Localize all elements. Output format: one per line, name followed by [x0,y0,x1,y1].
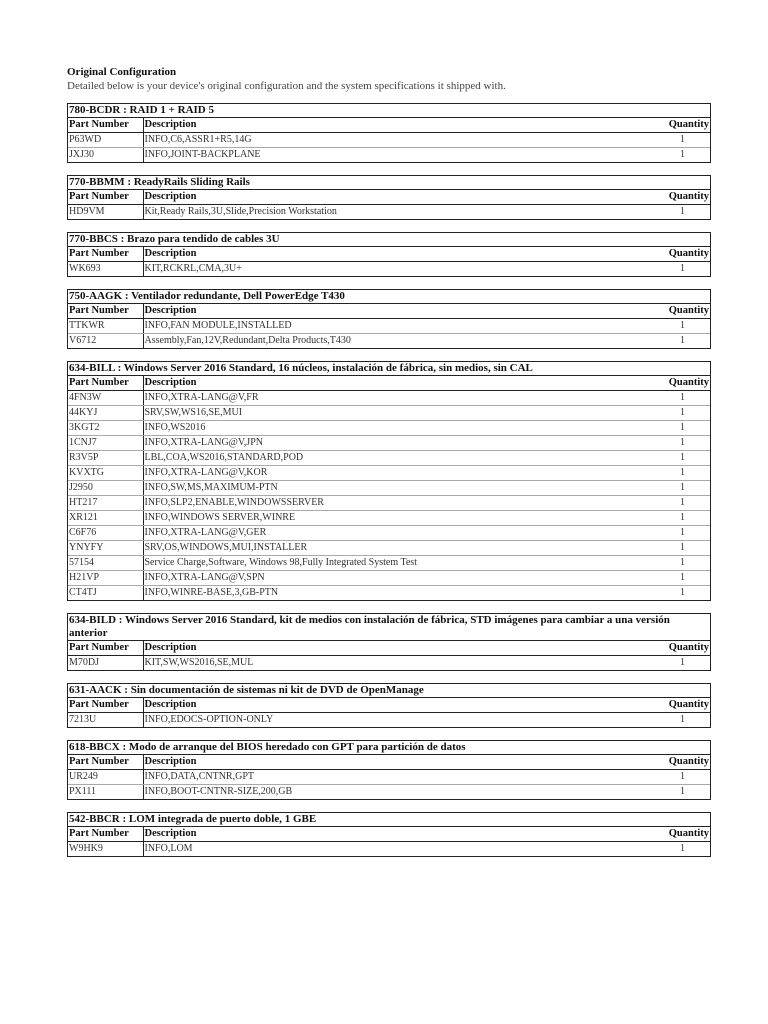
parts-table [68,827,710,856]
table-row [68,451,710,466]
section-heading: 631-AACK : Sin documentación de sistemas ni kit de DVD de OpenManage [68,684,710,698]
quantity-cell: 1 [655,526,710,541]
part-number-header: Part Number [68,827,143,842]
table-row [68,713,710,728]
quantity-cell: 1 [655,466,710,481]
table-row [68,656,710,671]
part-number-cell: 57154 [68,556,143,571]
part-number-header: Part Number [68,755,143,770]
description-cell: LBL,COA,WS2016,STANDARD,POD [143,451,655,466]
description-cell: INFO,XTRA-LANG@V,JPN [143,436,655,451]
table-row [68,319,710,334]
part-number-cell: 4FN3W [68,391,143,406]
quantity-cell: 1 [655,391,710,406]
quantity-header: Quantity [655,755,710,770]
table-header-row [68,827,710,842]
part-number-cell: HT217 [68,496,143,511]
part-number-cell: YNYFY [68,541,143,556]
description-cell: SRV,SW,WS16,SE,MUI [143,406,655,421]
quantity-cell: 1 [680,786,685,797]
description-header: Description [143,641,655,656]
part-number-header: Part Number [68,641,143,656]
part-number-header: Part Number [68,304,143,319]
table-row [68,334,710,349]
parts-table [68,376,710,600]
parts-table [68,118,710,162]
config-section [67,361,711,601]
description-header: Description [143,190,655,205]
part-number-cell: P63WD [68,133,143,148]
part-number-cell: C6F76 [68,526,143,541]
description-cell: INFO,DATA,CNTNR,GPT [143,770,655,785]
table-row [68,770,710,785]
parts-table [68,641,710,670]
table-row [68,842,710,857]
description-cell: KIT,SW,WS2016,SE,MUL [143,656,655,671]
section-heading: 770-BBCS : Brazo para tendido de cables 3U [68,233,710,247]
quantity-cell: 1 [680,149,685,160]
quantity-cell: 1 [655,451,710,466]
quantity-cell: 1 [655,541,710,556]
table-header-row [68,755,710,770]
table-row [68,262,710,277]
table-header-row [68,190,710,205]
description-cell: KIT,RCKRL,CMA,3U+ [143,262,655,277]
description-cell: INFO,C6,ASSR1+R5,14G [143,133,655,148]
part-number-cell: J2950 [68,481,143,496]
description-cell: Service Charge,Software, Windows 98,Fully Integrated System Test [143,556,655,571]
quantity-cell: 1 [680,263,685,274]
quantity-cell: 1 [680,587,685,598]
quantity-cell: 1 [655,511,710,526]
config-section [67,812,711,857]
quantity-header: Quantity [655,247,710,262]
description-header: Description [143,118,655,133]
quantity-cell: 1 [680,206,685,217]
description-cell: INFO,XTRA-LANG@V,FR [143,391,655,406]
table-header-row [68,247,710,262]
section-heading: 780-BCDR : RAID 1 + RAID 5 [68,104,710,118]
part-number-cell: UR249 [68,770,143,785]
quantity-cell: 1 [680,335,685,346]
config-section [67,289,711,349]
description-cell: INFO,WINRE-BASE,3,GB-PTN [143,586,655,601]
section-heading: 542-BBCR : LOM integrada de puerto doble, 1 GBE [68,813,710,827]
section-heading: 618-BBCX : Modo de arranque del BIOS heredado con GPT para partición de datos [68,741,710,755]
part-number-cell: KVXTG [68,466,143,481]
description-cell: INFO,SLP2,ENABLE,WINDOWSSERVER [143,496,655,511]
part-number-cell: PX111 [69,786,97,797]
part-number-cell: M70DJ [69,657,100,668]
description-cell: INFO,FAN MODULE,INSTALLED [143,319,655,334]
parts-table [68,304,710,348]
quantity-header: Quantity [655,304,710,319]
table-header-row [68,376,710,391]
config-section [67,683,711,728]
part-number-header: Part Number [68,376,143,391]
parts-table [68,190,710,219]
description-cell: INFO,JOINT-BACKPLANE [143,148,655,163]
description-cell: INFO,LOM [143,842,655,857]
config-section [67,232,711,277]
part-number-cell: 44KYJ [68,406,143,421]
section-heading: 770-BBMM : ReadyRails Sliding Rails [68,176,710,190]
quantity-header: Quantity [655,376,710,391]
parts-table [68,755,710,799]
description-cell: INFO,XTRA-LANG@V,SPN [143,571,655,586]
description-cell: INFO,SW,MS,MAXIMUM-PTN [143,481,655,496]
description-cell: INFO,EDOCS-OPTION-ONLY [143,713,655,728]
table-row [68,148,710,163]
description-cell: Kit,Ready Rails,3U,Slide,Precision Workstation [143,205,655,220]
description-header: Description [143,755,655,770]
part-number-cell: HD9VM [69,206,105,217]
quantity-cell: 1 [655,319,710,334]
part-number-cell: W9HK9 [69,843,103,854]
table-row [68,541,710,556]
description-cell: INFO,XTRA-LANG@V,KOR [143,466,655,481]
page-subtitle: Detailed below is your device's original configuration and the system specifications it shipped with. [67,80,506,92]
table-row [68,466,710,481]
table-row [68,436,710,451]
description-cell: Assembly,Fan,12V,Redundant,Delta Products,T430 [143,334,655,349]
quantity-cell: 1 [655,481,710,496]
description-header: Description [143,827,655,842]
config-section [67,103,711,163]
table-header-row [68,698,710,713]
part-number-header: Part Number [68,190,143,205]
part-number-cell: R3V5P [68,451,143,466]
part-number-cell: JXJ30 [69,149,95,160]
parts-table [68,247,710,276]
table-row [68,406,710,421]
quantity-header: Quantity [655,698,710,713]
table-row [68,133,710,148]
section-heading: 750-AAGK : Ventilador redundante, Dell PowerEdge T430 [68,290,710,304]
description-header: Description [143,247,655,262]
quantity-cell: 1 [680,657,685,668]
table-header-row [68,118,710,133]
part-number-header: Part Number [68,247,143,262]
part-number-cell: TTKWR [68,319,143,334]
description-header: Description [143,304,655,319]
part-number-cell: 7213U [69,714,97,725]
config-section [67,613,711,671]
parts-table [68,698,710,727]
quantity-cell: 1 [655,496,710,511]
sections-container [67,103,711,857]
description-cell: INFO,BOOT-CNTNR-SIZE,200,GB [143,785,655,800]
description-header: Description [143,376,655,391]
part-number-cell: V6712 [69,335,97,346]
part-number-cell: H21VP [68,571,143,586]
config-section [67,175,711,220]
description-cell: SRV,OS,WINDOWS,MUI,INSTALLER [143,541,655,556]
quantity-cell: 1 [655,770,710,785]
description-cell: INFO,WINDOWS SERVER,WINRE [143,511,655,526]
part-number-cell: 1CNJ7 [68,436,143,451]
table-row [68,511,710,526]
section-heading: 634-BILL : Windows Server 2016 Standard, 16 núcleos, instalación de fábrica, sin medios, sin CAL [68,362,710,376]
quantity-cell: 1 [655,556,710,571]
quantity-header: Quantity [655,118,710,133]
quantity-cell: 1 [655,421,710,436]
table-row [68,205,710,220]
description-header: Description [143,698,655,713]
quantity-cell: 1 [680,843,685,854]
table-header-row [68,304,710,319]
config-section [67,740,711,800]
quantity-cell: 1 [655,436,710,451]
part-number-header: Part Number [68,118,143,133]
quantity-cell: 1 [680,714,685,725]
table-header-row [68,641,710,656]
section-heading: 634-BILD : Windows Server 2016 Standard, kit de medios con instalación de fábrica, STD imágenes para cambiar a una versión anterior [68,614,710,641]
part-number-cell: XR121 [68,511,143,526]
part-number-cell: WK693 [69,263,101,274]
table-row [68,556,710,571]
page-title: Original Configuration [67,66,177,78]
table-row [68,785,710,800]
description-cell: INFO,WS2016 [143,421,655,436]
part-number-cell: 3KGT2 [68,421,143,436]
table-row [68,496,710,511]
quantity-header: Quantity [655,827,710,842]
quantity-cell: 1 [655,133,710,148]
part-number-cell: CT4TJ [69,587,97,598]
table-row [68,526,710,541]
quantity-cell: 1 [655,571,710,586]
table-row [68,571,710,586]
configuration-document [67,65,711,869]
table-row [68,586,710,601]
table-row [68,481,710,496]
table-row [68,391,710,406]
description-cell: INFO,XTRA-LANG@V,GER [143,526,655,541]
part-number-header: Part Number [68,698,143,713]
quantity-header: Quantity [655,641,710,656]
quantity-cell: 1 [655,406,710,421]
quantity-header: Quantity [655,190,710,205]
table-row [68,421,710,436]
